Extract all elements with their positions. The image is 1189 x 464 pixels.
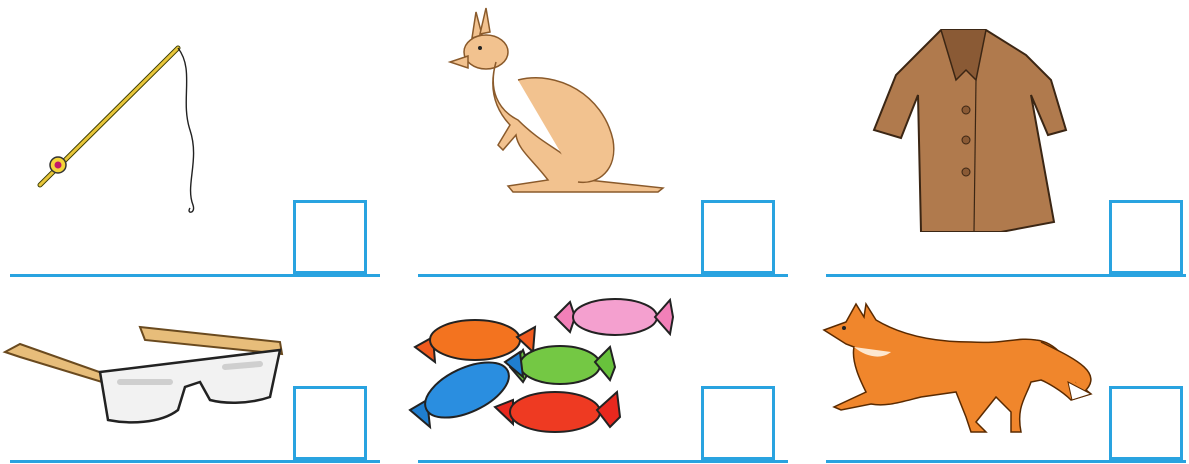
item-fox <box>806 232 1176 464</box>
item-kangaroo <box>418 0 788 232</box>
answer-box[interactable] <box>1109 386 1183 460</box>
coat-picture <box>826 0 1189 232</box>
item-coat <box>826 0 1189 232</box>
answer-line <box>418 460 788 463</box>
answer-line <box>10 460 380 463</box>
fishing-rod-picture <box>10 0 380 232</box>
answer-box[interactable] <box>701 386 775 460</box>
answer-line <box>826 460 1186 463</box>
item-fishing-rod <box>10 0 380 232</box>
item-candies <box>405 232 775 464</box>
answer-box[interactable] <box>293 386 367 460</box>
kangaroo-picture <box>418 0 788 232</box>
